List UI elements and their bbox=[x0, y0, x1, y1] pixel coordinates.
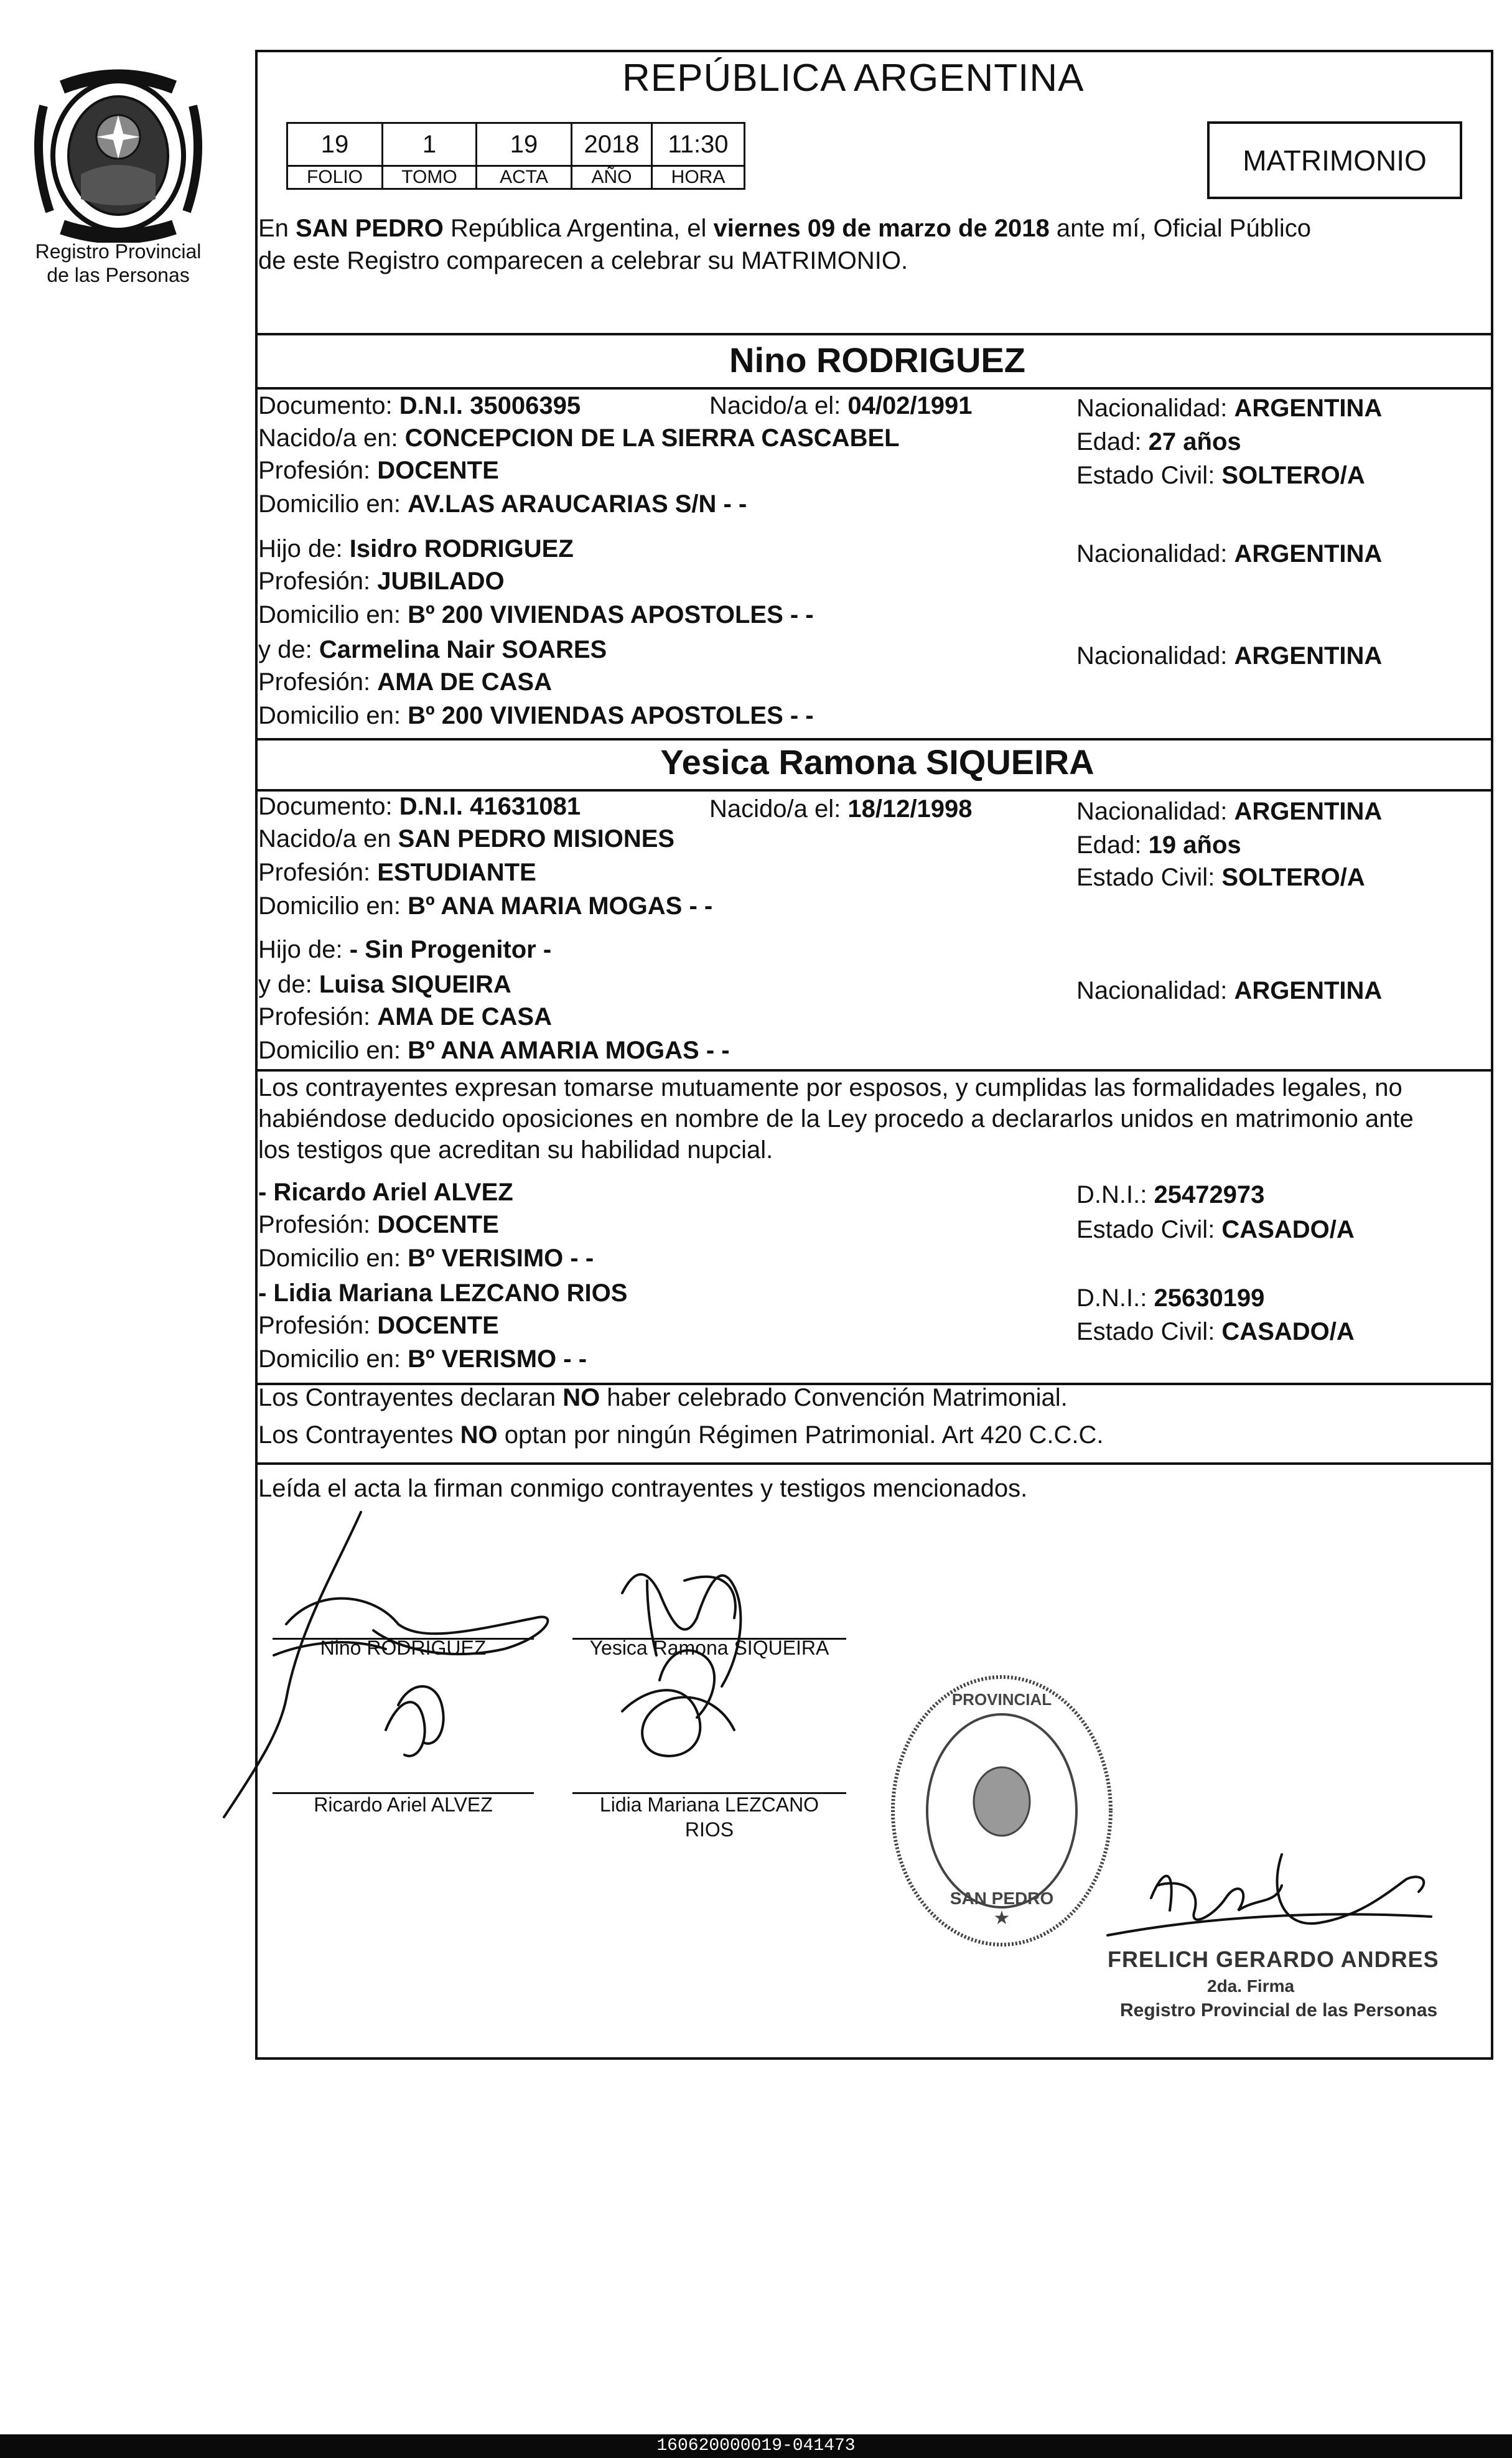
bride-civil-status: Estado Civil: SOLTERO/A bbox=[1076, 864, 1365, 891]
acta-value: 19 bbox=[477, 123, 572, 166]
witness1-dni: D.N.I.: 25472973 bbox=[1076, 1181, 1265, 1208]
witness2-profession: Profesión: DOCENTE bbox=[258, 1312, 499, 1339]
record-table bbox=[286, 122, 745, 190]
province-seal-logo bbox=[25, 68, 212, 243]
bride-mother: y de: Luisa SIQUEIRA bbox=[258, 971, 511, 998]
bride-birthplace: Nacido/a en SAN PEDRO MISIONES bbox=[258, 825, 675, 853]
groom-civil-status: Estado Civil: SOLTERO/A bbox=[1076, 462, 1365, 489]
bride-birthdate: Nacido/a el: 18/12/1998 bbox=[709, 795, 973, 823]
intro-line2: de este Registro comparecen a celebrar su MATRIMONIO. bbox=[258, 247, 908, 274]
groom-mother-address: Domicilio en: Bº 200 VIVIENDAS APOSTOLES - - bbox=[258, 702, 814, 729]
groom-profession: Profesión: DOCENTE bbox=[258, 457, 499, 484]
bride-nationality: Nacionalidad: ARGENTINA bbox=[1076, 798, 1383, 825]
groom-father-profession: Profesión: JUBILADO bbox=[258, 568, 505, 595]
svg-text:PROVINCIAL: PROVINCIAL bbox=[951, 1690, 1052, 1709]
groom-age: Edad: 27 años bbox=[1076, 428, 1241, 456]
witness1-address: Domicilio en: Bº VERISIMO - - bbox=[258, 1245, 594, 1272]
groom-address: Domicilio en: AV.LAS ARAUCARIAS S/N - - bbox=[258, 490, 747, 518]
regime-line2: Los Contrayentes NO optan por ningún Régimen Patrimonial. Art 420 C.C.C. bbox=[258, 1421, 1104, 1449]
footer-code: 160620000019-041473 bbox=[0, 2434, 1512, 2458]
logo-caption-line1: Registro Provincial bbox=[35, 240, 202, 263]
acta-label: ACTA bbox=[477, 166, 572, 189]
witness1-profession: Profesión: DOCENTE bbox=[258, 1211, 499, 1238]
folio-label: FOLIO bbox=[287, 166, 383, 189]
divider bbox=[255, 1462, 1493, 1465]
bride-mother-address: Domicilio en: Bº ANA AMARIA MOGAS - - bbox=[258, 1037, 730, 1064]
bride-address: Domicilio en: Bº ANA MARIA MOGAS - - bbox=[258, 892, 713, 920]
folio-value: 19 bbox=[287, 123, 383, 166]
bride-mother-profession: Profesión: AMA DE CASA bbox=[258, 1003, 552, 1030]
witness2-civil-status: Estado Civil: CASADO/A bbox=[1076, 1318, 1355, 1345]
divider bbox=[255, 387, 1493, 390]
stamp-center-text: SAN PEDRO bbox=[950, 1889, 1054, 1908]
logo-caption-line2: de las Personas bbox=[47, 264, 190, 286]
closing-statement: Leída el acta la firman conmigo contrayentes y testigos mencionados. bbox=[258, 1475, 1028, 1502]
witness1-civil-status: Estado Civil: CASADO/A bbox=[1076, 1216, 1355, 1243]
logo-caption bbox=[12, 240, 224, 287]
groom-name: Nino RODRIGUEZ bbox=[729, 340, 1025, 380]
anio-label: AÑO bbox=[572, 166, 652, 189]
tomo-value: 1 bbox=[383, 123, 477, 166]
registry-stamp bbox=[884, 1668, 1120, 1954]
official-role: 2da. Firma bbox=[1207, 1976, 1295, 1996]
groom-mother-profession: Profesión: AMA DE CASA bbox=[258, 668, 552, 696]
witness1-name: - Ricardo Ariel ALVEZ bbox=[258, 1179, 513, 1206]
bride-document: Documento: D.N.I. 41631081 bbox=[258, 793, 581, 820]
divider bbox=[255, 738, 1493, 741]
bride-mother-nationality: Nacionalidad: ARGENTINA bbox=[1076, 977, 1383, 1004]
official-signature bbox=[1095, 1842, 1444, 1954]
groom-document: Documento: D.N.I. 35006395 bbox=[258, 392, 581, 419]
groom-birthdate: Nacido/a el: 04/02/1991 bbox=[709, 392, 973, 419]
intro-line1: En SAN PEDRO República Argentina, el viernes 09 de marzo de 2018 ante mí, Oficial Público bbox=[258, 215, 1311, 242]
regime-line1: Los Contrayentes declaran NO haber celebrado Convención Matrimonial. bbox=[258, 1384, 1068, 1411]
bride-name: Yesica Ramona SIQUEIRA bbox=[660, 742, 1094, 782]
witness2-address: Domicilio en: Bº VERISMO - - bbox=[258, 1345, 587, 1373]
handwritten-signatures bbox=[212, 1493, 896, 1842]
groom-father-address: Domicilio en: Bº 200 VIVIENDAS APOSTOLES - - bbox=[258, 601, 814, 629]
anio-value: 2018 bbox=[572, 123, 652, 166]
hora-label: HORA bbox=[652, 166, 745, 189]
witness2-signature-label: Lidia Mariana LEZCANO RIOS bbox=[599, 1793, 819, 1841]
groom-mother: y de: Carmelina Nair SOARES bbox=[258, 636, 607, 663]
divider bbox=[255, 333, 1493, 335]
witness2-dni: D.N.I.: 25630199 bbox=[1076, 1284, 1265, 1312]
groom-father-nationality: Nacionalidad: ARGENTINA bbox=[1076, 540, 1383, 568]
svg-text:★: ★ bbox=[993, 1908, 1010, 1928]
declaration-line2: habiéndose deducido oposiciones en nombre de la Ley procedo a declararlos unidos en matrimonio ante bbox=[258, 1105, 1414, 1133]
divider bbox=[255, 1069, 1493, 1072]
official-office: Registro Provincial de las Personas bbox=[1120, 2000, 1438, 2021]
bride-signature-label: Yesica Ramona SIQUEIRA bbox=[589, 1637, 829, 1659]
groom-signature-label: Nino RODRIGUEZ bbox=[320, 1637, 487, 1659]
declaration-line1: Los contrayentes expresan tomarse mutuamente por esposos, y cumplidas las formalidades legales, no bbox=[258, 1074, 1402, 1101]
bride-age: Edad: 19 años bbox=[1076, 831, 1241, 859]
document-type-box: MATRIMONIO bbox=[1207, 121, 1462, 199]
groom-father: Hijo de: Isidro RODRIGUEZ bbox=[258, 535, 574, 563]
bride-profession: Profesión: ESTUDIANTE bbox=[258, 859, 536, 886]
official-name: FRELICH GERARDO ANDRES bbox=[1108, 1946, 1439, 1972]
groom-nationality: Nacionalidad: ARGENTINA bbox=[1076, 395, 1383, 422]
groom-mother-nationality: Nacionalidad: ARGENTINA bbox=[1076, 642, 1383, 670]
hora-value: 11:30 bbox=[652, 123, 745, 166]
witness1-signature-label: Ricardo Ariel ALVEZ bbox=[314, 1793, 493, 1816]
bride-father: Hijo de: - Sin Progenitor - bbox=[258, 936, 552, 963]
tomo-label: TOMO bbox=[383, 166, 477, 189]
page-title: REPÚBLICA ARGENTINA bbox=[622, 57, 1085, 100]
declaration-line3: los testigos que acreditan su habilidad nupcial. bbox=[258, 1136, 773, 1164]
witness2-name: - Lidia Mariana LEZCANO RIOS bbox=[258, 1279, 628, 1307]
groom-birthplace: Nacido/a en: CONCEPCION DE LA SIERRA CASCABEL bbox=[258, 424, 900, 452]
